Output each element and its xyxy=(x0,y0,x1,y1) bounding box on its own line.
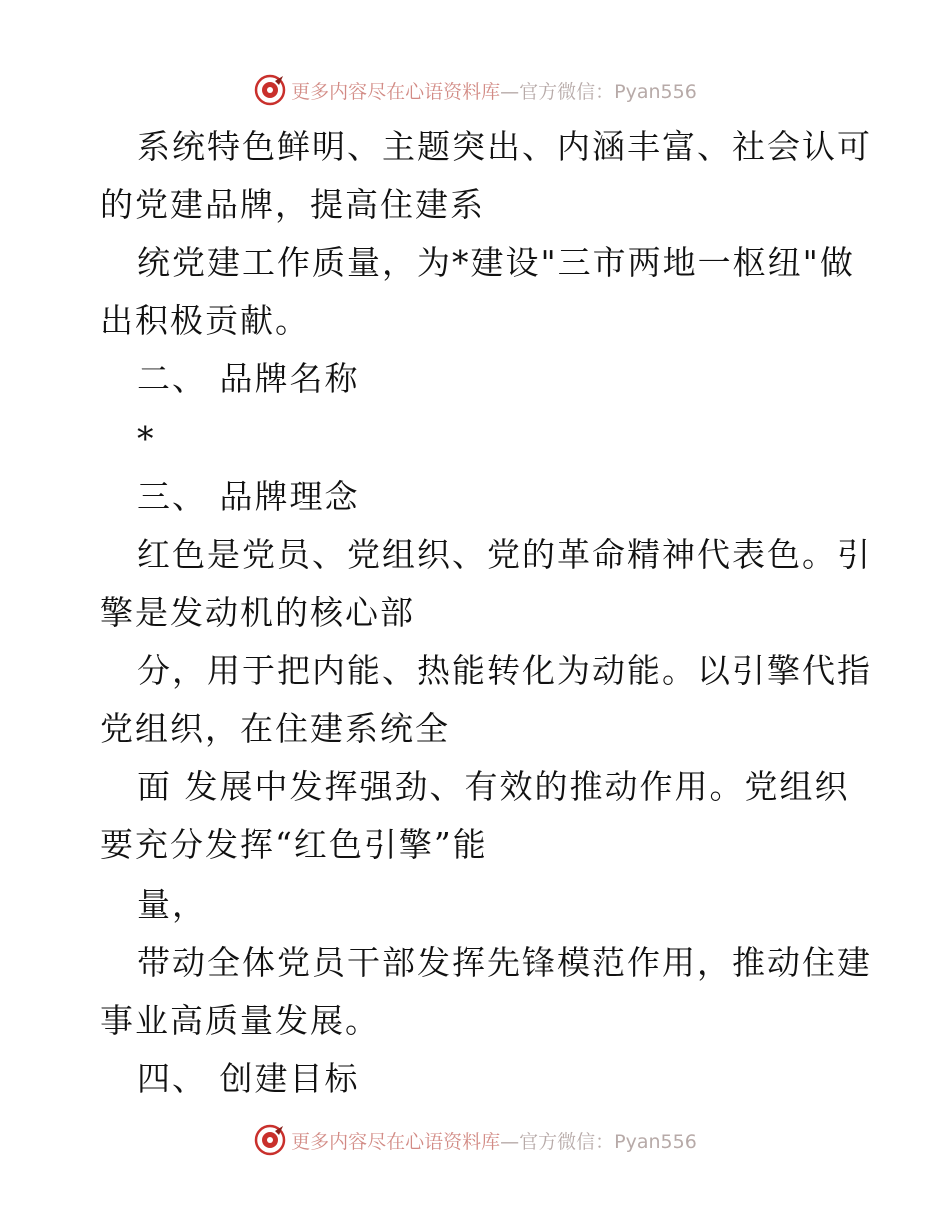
watermark-contact: —官方微信：Pyan556 xyxy=(500,1130,697,1153)
paragraph-line: 党组织，在住建系统全 xyxy=(100,709,450,748)
section-heading: 四、 创建目标 xyxy=(137,1059,360,1098)
paragraph-line: * xyxy=(137,419,156,458)
paragraph-line: 分，用于把内能、热能转化为动能。以引擎代指 xyxy=(137,651,872,690)
watermark-contact: —官方微信：Pyan556 xyxy=(500,80,697,103)
section-heading: 二、 品牌名称 xyxy=(137,359,360,398)
pen-logo-icon xyxy=(253,73,287,107)
paragraph-line: 出积极贡献。 xyxy=(100,301,310,340)
watermark-text: 更多内容尽在心语资料库 xyxy=(291,80,501,103)
paragraph-line: 统党建工作质量，为*建设"三市两地一枢纽"做 xyxy=(137,243,855,282)
paragraph-line: 要充分发挥“红色引擎”能 xyxy=(100,825,488,864)
paragraph-line: 带动全体党员干部发挥先锋模范作用，推动住建 xyxy=(137,943,872,982)
pen-logo-icon xyxy=(253,1123,287,1157)
watermark-banner-bottom xyxy=(0,1120,950,1160)
watermark-banner-top xyxy=(0,70,950,110)
paragraph-line: 面 发展中发挥强劲、有效的推动作用。党组织 xyxy=(137,767,850,806)
section-heading: 三、 品牌理念 xyxy=(137,477,360,516)
paragraph-line: 红色是党员、党组织、党的革命精神代表色。引 xyxy=(137,535,872,574)
paragraph-line: 事业高质量发展。 xyxy=(100,1001,380,1040)
paragraph-line: 量， xyxy=(137,885,207,924)
watermark-text: 更多内容尽在心语资料库 xyxy=(291,1130,501,1153)
paragraph-line: 擎是发动机的核心部 xyxy=(100,593,415,632)
paragraph-line: 的党建品牌，提高住建系 xyxy=(100,185,485,224)
paragraph-line: 系统特色鲜明、主题突出、内涵丰富、社会认可 xyxy=(137,127,872,166)
